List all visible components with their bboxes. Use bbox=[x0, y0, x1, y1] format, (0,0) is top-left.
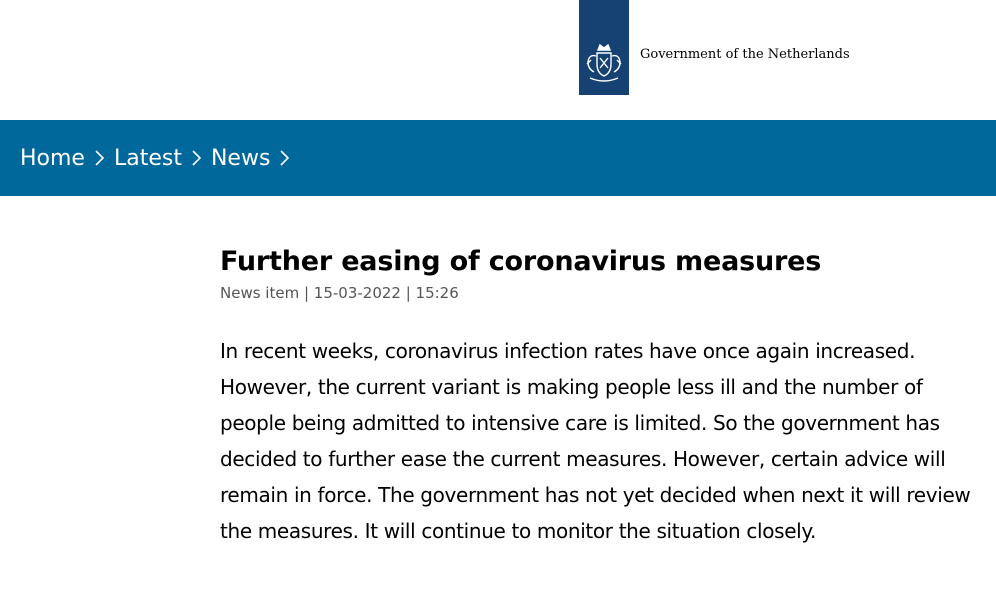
logo-text[interactable]: Government of the Netherlands bbox=[640, 47, 850, 62]
page-title: Further easing of coronavirus measures bbox=[220, 246, 822, 277]
site-header bbox=[0, 0, 996, 120]
coat-of-arms-icon bbox=[582, 42, 626, 84]
article bbox=[220, 244, 990, 569]
article-meta: News item | 15-03-2022 | 15:26 bbox=[220, 284, 459, 302]
article-lead: In recent weeks, coronavirus infection rates have once again increased. However, the current variant is making people less ill and the number of people being admitted to intensive care is limited. So the government has decided to further ease the current measures. However, certain advice will remain in force. The government has not yet decided when next it will review the measures. It will continue to monitor the situation closely. bbox=[220, 339, 971, 543]
logo-ribbon[interactable] bbox=[579, 0, 629, 95]
breadcrumb-news[interactable]: News bbox=[210, 145, 271, 171]
breadcrumb-home[interactable]: Home bbox=[20, 145, 85, 171]
breadcrumb-bar bbox=[0, 120, 996, 196]
breadcrumb-latest[interactable]: Latest bbox=[113, 145, 182, 171]
chevron-right-icon bbox=[192, 150, 201, 166]
chevron-right-icon bbox=[280, 150, 289, 166]
breadcrumb bbox=[20, 120, 299, 196]
chevron-right-icon bbox=[95, 150, 104, 166]
